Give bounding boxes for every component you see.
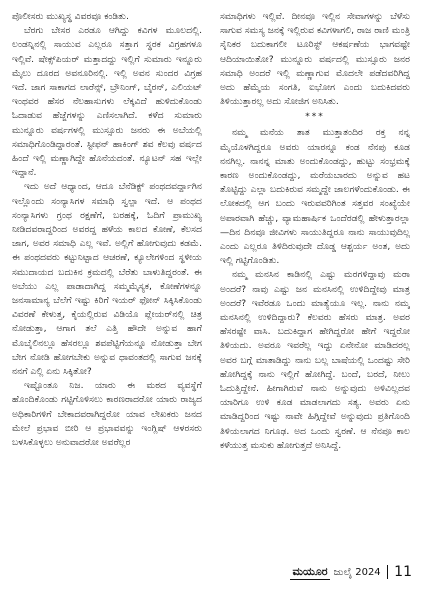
right-column xyxy=(220,10,410,565)
section-separator: *** xyxy=(305,112,325,123)
paragraph: ಬೆರಗು ಬೇಸರ ಎರಡೂ ಆಗಿದ್ದು ಕವಿಗಳ ಮೂಲದಲ್ಲಿ. ಲಂಡನ್ನಿನಲ್ಲಿ ಸಾಯುವ ಎಲ್ಲರೂ ಸತ್ತಾಗ ಸ್ಥರಕ ವಿಗ್ರಹಗಳೂ ಇಲ್ಲಿವೆ. ಷೇಕ್ಸ್‌ಪಿಯರ್ ಮತ್ತಾದದ್ದು ಇಲ್ಲಿಗೆ ಸುಮಾರು ಇನ್ನೂರು ಮೈಲು ದೂರದ ಅವನೂರಿನಲ್ಲಿ. ಇಲ್ಲಿ ಅವನ ಸುಂದರ ವಿಗ್ರಹ ಇದೆ. ಜಾಗ ಸಾಕಾಗದ ಲಾರೆನ್ಸ್, ಬ್ರೌನಿಂಗ್, ಬೈರನ್, ಎಲಿಯಟ್ ಇಂಥವರ ಹೆಸರ ನೆಲಹಾಸುಗಳು ಲೆಕ್ಕವಿದೆ ಹುಳಿದುಕೊಂಡು ಓದಾಡುವ ಹೆಜ್ಜೆಗಳನ್ನು ಎಣಿಸಲಾಗಿದೆ. ಕಳೆದ ಸುಮಾರು ಮುನ್ನೂರು ವರ್ಷಗಳಲ್ಲಿ ಮುಸ್ಸೂರು ಜನರು ಈ ಅಬೆಯಲ್ಲಿ ಸಮಾಧಿಗೊಂಡಿದ್ದಾರಂತೆ. ಸ್ಟೀಫನ್ ಹಾಕಿಂಗ್ ಶವ ಕೆಲವು ವರ್ಷದ ಹಿಂದೆ ಇಲ್ಲಿ ಮಣ್ಣಾಗಿದ್ದೇ ಹೊನೆಯದಂತೆ. ನ್ಯೂಟನ್ ಸಹ ಇಲ್ಲೇ ಇದ್ದಾನೆ. xyxy=(12,25,202,179)
paragraph: ಇಷ್ಟೊಂತೂ ನಿಜ. ಯಾರು ಈ ಮಠದ ವ್ಯವಸ್ಥೆಗೆ ಹೊಂದಿಕೊಂಡು ಗಟ್ಟಿಗೊಳಿಸಲು ಕಾರಣರಾದರೋ ಯಾರು ರಾಜ್ಯದ ಅಧಿಕಾರಿಗಳಿಗೆ ಬೇಕಾದವರಾಗಿದ್ದರೋ ಯಾವ ಲೇಖಕರು ಜನದ ಮೇಲೆ ಪ್ರಭಾವ ಬೀರಿ ಆ ಪ್ರಭಾವವನ್ನು ಇಂಗ್ಲಿಷ್ ಆಳರಸರು ಬಳಸಿಕೊಳ್ಳಲು ಅನುವಾದರೋ ಅವರೆಲ್ಲರ xyxy=(12,380,202,449)
paragraph: ನಮ್ಮ ಮನಸಿನ ಕಾಡಿನಲ್ಲಿ ಎಷ್ಟು ಮರಗಳಿದ್ದಾವು ಮರಾ ಅಂದರೆ? ನಾವು ಎಷ್ಟು ಜನ ಮನಸಿನಲ್ಲಿ ಉಳಿದಿದ್ದೇವು ಮಾತ್ರ ಅಂದರೆ? ಇವೆರಡೂ ಒಂದು ಮಾತ್ಯೆಯೂ ಇಲ್ಲ. ನಾನು ನಮ್ಮ ಮನಸಿನಲ್ಲಿ ಉಳಿದಿದ್ದಾರು? ಕೆಲವರು ಹೆಸರು ಮಾತ್ರ. ಅವರ ಹೆಸರಷ್ಟೇ ವಾಸಿ. ಬದುಕಿದ್ದಾಗ ಹೇಗಿದ್ದರೋ ಹೇಗೆ ಇದ್ದರೋ ತಿಳಿಯದು. ಅವರೂ ಇವರೆಲ್ಲ ಇದ್ದು ಏನೇನೋ ಮಾಡಿದರಲ್ಲ ಅವರ ಬಗ್ಗೆ ಮಾತಾಡಿದ್ದು ನಾನು ಬಲ್ಲ ಬಾಷೆಯಲ್ಲಿ ಒಂದಷ್ಟು ಸೇರಿ ಹೋಗಿದ್ದಕ್ಕೆ ನಾನು ಇಲ್ಲಿಗೆ ಹೋಗಿದ್ದೆ. ಬಂದೆ, ಬರದೆ, ನೀಲು ಓದುತ್ತಿದ್ದೇನೆ. ಹೀಗಾಗಿರುವೆ ನಾನು ಅನ್ನುವುದು ಅಳಿವಿಲ್ಲದವ ಯಾರಿಗೂ ಉಳಿ ಕೂಡ ಮಾಡಲಾಗದು ಸತ್ಯ. ಅವರು ಏನು ಮಾಡಿದ್ದರಿಂದ ಇಷ್ಟು ನಾವೇ ಹಿಗ್ಗಿದ್ದೇವೆ ಅನ್ನುವುದು ಪ್ರತಿಗೊಂದಿ ತಿಳಿಯಲಾಗದ ನಿಗೂಢ. ಅದ ಒಂದು ಸ್ವರಣೆ. ಆ ನೆನಪೂ ಕಾಲ ಕಳೆಯುತ್ತ ಮಸುಕು ಹೋಗುತ್ತದೆ ಅನಿಸಿದ್ದೆ. xyxy=(220,269,410,451)
paragraph: ಸಮಾಧಿಗಳು ಇಲ್ಲಿವೆ. ದೀನವೂ ಇಲ್ಲಿನ ಸೇವಾಗಳನ್ನು ಬೆಳೆಸು ಸಾಗುವ ಸಮಸ್ಯ ಜನಕ್ಕೆ ಇಲ್ಲಿರುವ ಕವಿಗಳಾಗಲಿ, ರಾಜ ರಾಣಿ ಮಂತ್ರಿ ಸೈನಿಕರ ಬದುಕಾಗಲೀ ಟೂರಿಸ್ಟ್ ಆಕರ್ಷಣೆಯ ಭಾಗವಷ್ಟೇ ಆದಿಯಾಯಿತೋ? ಮುನ್ನೂರು ವರ್ಷದಲ್ಲಿ ಮುಸ್ಸೂರು ಜನರ ಸಮಾಧಿ ಅಂದರೆ ಇಲ್ಲಿ ಮಣ್ಣಾಗುವ ಮೊದಲೇ ಪಡೆದವರಿಗಿದ್ದ ಅದು ಹೆಮ್ಮೆಯ ಸಂಗತಿ, ಐಭೋಗ ಎಂದು ಬದುಕಿದವರು ತಿಳಿಯುತ್ತಾರಲ್ಲ ಅದು ಸೋಜಿಗ ಅನಿಸಿತು. xyxy=(220,11,410,108)
paragraph: ನಮ್ಮ ಮನೆಯ ತಾತ ಮುತ್ತಾತಂದಿರ ರಕ್ತ ನನ್ನ ಮೈಯೊಳಗಿದ್ದರೂ ಅವರು ಯಾರನ್ನೂ ಕಂಡ ನೆನಪು ಕೂಡ ನನಗಿಲ್ಲ. ನಾನನ್ನ ಮಾತು ಅಂದುಕೊಂಡದ್ದು, ಹುಟ್ಟು ಸಂಭ್ರಮಕ್ಕೆ ಕಾರಣ ಅಂದುಕೊಂಡದ್ದು, ಮರೆಯಬಾರದು ಅನ್ನುವ ಹಟ ತೊಟ್ಟಿದ್ದು ಎಲ್ಲಾ ಬದುಕಿರುವ ಸಮ್ಮದ್ದೇ ಜಾಲಗಳೆಂದುಕೊಂಡು. ಈ ಲೋಕದಲ್ಲಿ ಆಗ ಬಂದು ಇರುವವರಿಗಿಂತ ಸತ್ತವರ ಸಂಖ್ಯೆಯೇ ಅಪಾರವಾಗಿ ಹೆಚ್ಚು, ವ್ಯಾಮಹಾರ್ಷಿಕ ಒಂದೆರಡಲ್ಲಿ ಹೇಳುತ್ತಾರಲ್ಲಾ—ದಿನ ದಿನವೂ ಜೀವಿಗಳು ಸಾಯುತಿದ್ದರೂ ನಾನು ಸಾಯುವುದಿಲ್ಲ ಎಂದು ಎಲ್ಲರೂ ತಿಳಿದಿರುವುದೇ ದೊಡ್ಡ ಆಶ್ಚರ್ಯ ಅಂತ, ಅದು ಇಲ್ಲಿ ಗಟ್ಟಿಗೊಂಡಿತು. xyxy=(220,127,410,267)
left-column xyxy=(12,10,202,565)
article-columns xyxy=(12,10,410,565)
footer-divider xyxy=(387,565,389,579)
paragraph: ಪೊಲೀಸರು ಮುಖ್ಯಸ್ಥ ವಿವರವೂ ಕಂಡಿತು. xyxy=(12,11,129,22)
page-footer xyxy=(290,564,412,580)
page-number: 11 xyxy=(394,564,412,580)
magazine-logo: ಮಯೂರ xyxy=(292,564,328,578)
issue-date: ಜುಲೈ 2024 xyxy=(333,566,381,578)
paragraph: ಇದು ಅದೆ ಆಧ್ಯಾಂದ, ಆದೂ ಬೆನೆಡಿಕ್ಟ್ ಪಂಥದವರ್ದ್ದಾಗಿನ ಇಲ್ಲೊಂದು ಸಂನ್ಯಾಸಿಗಳ ಸಮಾಧಿ ಸ್ವಲ್ಪಾ ಇದೆ. ಆ ಪಂಥದ ಸಂನ್ಯಾಸಿಗಳು ಗ್ರಂಥ ರಕ್ಷಣೆಗೆ, ಬರಹಕ್ಕೆ, ಓದಿಗೆ ಪ್ರಾಮುಖ್ಯ ನೀಡಿದವರಾದ್ದರಿಂದ ಅವರದ್ದ ಹಳೆಯ ಕಾಲದ ಕೋಣೆ, ಕೆಲಸದ ಜಾಗ, ಅವರ ಸಮಾಧಿ ಎಲ್ಲ ಇವೆ. ಅಲ್ಲಿಗೆ ಹೋಗುವುದು ಕಡಮೆ. ಈ ಪಂಥದವರು ಕಟ್ಟುನಿಟ್ಟಾದ ಆಚರಣೆ, ಕ್ಯೂಲೇಗಳಿಂದ ಸ್ಥಳೀಯ ಸಮುದಾಯದ ಬದುಕಿನ ಕ್ರಮದಲ್ಲಿ ಬೆರೆತು ಬಾಳುತಿದ್ದರಂತೆ. ಈ ಅಬೆಯು ಎಲ್ಲ ಪಾಡಾದಾಗಿದ್ದ ಸಮ್ಮಮೈಸ್ಯಕ, ಕೋಣೆಗಳನ್ನೂ ಜನಸಾಮಾನ್ಯ ಬೆಲೆಗೆ ಇಷ್ಟು ಕಿರಿಗೆ ಇಯರ್ ಫೋನ್ ಸಿಕ್ಕಿಸಿಕೊಂಡು ವಿವರಣೆ ಕೇಳುತ್ತ, ಕೈಯಲ್ಲಿರುವ ವಿಡಿಯೊ ಪ್ಲೇಯರ್‌ನಲ್ಲಿ ಚಿತ್ರ ನೋಡುತ್ತಾ, ಆಗಾಗ ತಲೆ ಎತ್ತಿ ಹೌದೇ ಅನ್ನುವ ಹಾಗೆ ಮೊಬೈಲಿನಲ್ಲೂ ಹೆಸರಲ್ಲೂ ಶವಪೆಟ್ಟಿಗೆಯನ್ನೂ ನೋಡುತ್ತಾ ಬೇಗ ಬೇಗ ನೋಡಿ ಹೋಗಬೇಕು ಅನ್ನುವ ಧಾವಂತದಲ್ಲಿ ಸಾಗುವ ಜನಕ್ಕೆ ನನಗೆ ಎಲ್ಲಿ ಏನು ಸಿಕ್ಕಿತೋ? xyxy=(12,181,202,378)
